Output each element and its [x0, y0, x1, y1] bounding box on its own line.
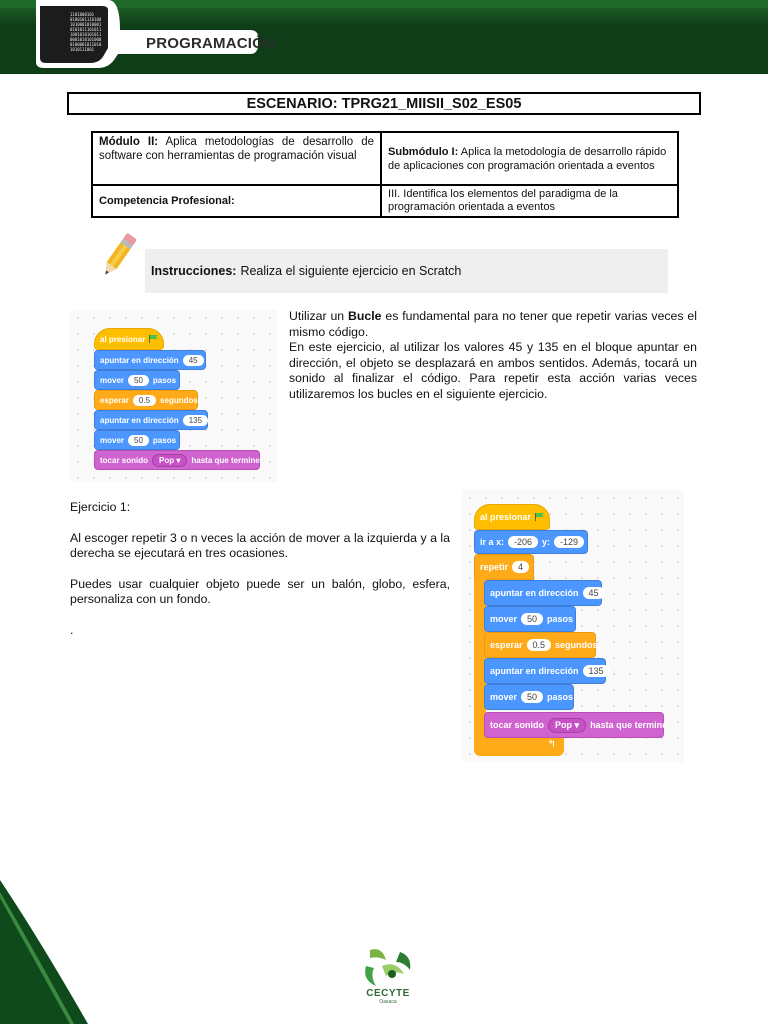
- submodulo-text: Aplica la metodología de desarrollo rápido de aplicaciones con programación orientada a eventos: [388, 145, 667, 172]
- wait-unit: segundos: [160, 395, 198, 405]
- steps-value: 50: [128, 375, 149, 386]
- scenario-title: ESCENARIO: TPRG21_MIISII_S02_ES05: [67, 92, 701, 115]
- green-flag-icon: [535, 513, 544, 521]
- footer-sub: Oaxaca: [379, 999, 397, 1005]
- scratch-code-image-2: [462, 490, 684, 762]
- intro-p1-bold: Bucle: [347, 309, 382, 323]
- binary-line: 1101000101: [70, 12, 95, 17]
- goto-y-value: -129: [554, 536, 584, 548]
- steps-value: 50: [521, 613, 543, 625]
- play-sound-block: [94, 450, 260, 470]
- intro-paragraph-2: En este ejercicio, al utilizar los valores 45 y 135 en el bloque apuntar en dirección, el objeto se desplazará en ambos sentidos. Además, tocará un sonido al finalizar el código. Para repetir esta acción varias veces utilizaremos los bucles en el siguiente ejercicio.: [289, 340, 697, 401]
- move-label: mover: [100, 435, 125, 445]
- direction-value: 135: [183, 415, 208, 426]
- point-direction-block: [94, 350, 206, 370]
- footer-curve-decoration: [0, 880, 90, 1024]
- repeat-value: 4: [512, 561, 529, 573]
- modulo-cell: [92, 132, 381, 185]
- steps-unit: pasos: [152, 435, 177, 445]
- direction-value: 45: [583, 587, 605, 599]
- binary-line: 0001010101000: [70, 37, 102, 42]
- submodulo-label: Submódulo I:: [388, 145, 459, 158]
- wait-seconds-block: [94, 390, 198, 410]
- intro-p1-after: es fundamental para no tener que repetir varias veces el mismo código.: [289, 309, 697, 339]
- program-logo: [28, 0, 276, 74]
- intro-p1-before: Utilizar un: [289, 309, 348, 323]
- steps-unit: pasos: [547, 614, 574, 624]
- point-direction-block: [94, 410, 208, 430]
- sound-label: tocar sonido: [100, 455, 149, 465]
- instructions-box: [145, 249, 668, 293]
- goto-y-label: y:: [542, 537, 551, 547]
- green-flag-icon: [149, 335, 158, 343]
- wait-label: esperar: [100, 395, 129, 405]
- loop-arrow-icon: ↰: [547, 739, 556, 750]
- scratch-code-image-1: [70, 310, 277, 482]
- modulo-text: Aplica metodologías de desarrollo de software con herramientas de programación visual: [99, 136, 375, 162]
- instructions-label: Instrucciones:: [151, 264, 237, 278]
- steps-unit: pasos: [152, 375, 177, 385]
- submodulo-cell: [381, 132, 678, 185]
- wait-unit: segundos: [555, 640, 598, 650]
- goto-x-value: -206: [508, 536, 538, 548]
- dropdown-arrow-icon: ▾: [176, 455, 181, 465]
- move-label: mover: [490, 614, 518, 624]
- sound-suffix: hasta que termine: [191, 455, 260, 465]
- steps-value: 50: [521, 691, 543, 703]
- binary-line: 0101011101011: [70, 27, 102, 32]
- sound-dropdown: [152, 454, 187, 467]
- when-flag-label: al presionar: [100, 334, 146, 344]
- when-flag-block: [474, 504, 550, 530]
- move-steps-block: [484, 684, 574, 710]
- dropdown-arrow-icon: ▾: [574, 719, 580, 730]
- point-direction-block: [484, 580, 602, 606]
- direction-value: 45: [183, 355, 204, 366]
- sound-suffix: hasta que termine: [590, 720, 668, 730]
- exercise-paragraph-2: Puedes usar cualquier objeto puede ser un balón, globo, esfera, personaliza con un fondo.: [70, 576, 450, 606]
- exercise-paragraph-1: Al escoger repetir 3 o n veces la acción de mover a la izquierda y a la derecha se ejecutará en tres ocasiones.: [70, 530, 450, 560]
- page-header: [0, 0, 768, 74]
- goto-label: ir a x:: [480, 537, 505, 547]
- point-direction-label: apuntar en dirección: [100, 355, 179, 365]
- pencil-icon: [98, 230, 140, 280]
- competencia-label: Competencia Profesional:: [92, 185, 381, 217]
- sound-value: Pop: [159, 455, 175, 465]
- move-label: mover: [490, 692, 518, 702]
- move-steps-block: [484, 606, 576, 632]
- binary-line: 1010001010001: [70, 22, 102, 27]
- competencia-text: III. Identifica los elementos del paradigma de la programación orientada a eventos: [381, 185, 678, 217]
- binary-line: 0100001011010: [70, 42, 102, 47]
- point-direction-label: apuntar en dirección: [490, 588, 579, 598]
- steps-unit: pasos: [547, 692, 574, 702]
- footer-brand: CECYTE: [366, 988, 410, 999]
- binary-line: 0100101110100: [70, 17, 102, 22]
- binary-line: 1010111001: [70, 47, 95, 52]
- repeat-bottom: [474, 736, 564, 756]
- repeat-label: repetir: [480, 562, 509, 572]
- intro-text: [289, 309, 697, 402]
- play-sound-block: [484, 712, 668, 738]
- move-steps-block: [94, 430, 180, 450]
- module-table: [91, 131, 679, 218]
- binary-line: 1001010101011: [70, 32, 102, 37]
- wait-value: 0.5: [527, 639, 552, 651]
- wait-label: esperar: [490, 640, 523, 650]
- logo-label: PROGRAMACIÓN: [146, 35, 276, 52]
- exercise-paragraph-3: .: [70, 622, 74, 637]
- sound-value: Pop: [555, 720, 573, 730]
- move-label: mover: [100, 375, 125, 385]
- wait-value: 0.5: [133, 395, 156, 406]
- modulo-label: Módulo II:: [99, 136, 159, 148]
- exercise-text: [70, 500, 450, 653]
- goto-xy-block: [474, 530, 588, 554]
- exercise-title: Ejercicio 1:: [70, 500, 131, 514]
- direction-value: 135: [583, 665, 610, 677]
- intro-paragraph-1: [289, 309, 697, 340]
- repeat-block: [474, 554, 534, 580]
- point-direction-label: apuntar en dirección: [100, 415, 179, 425]
- when-flag-block: [94, 328, 164, 350]
- binary-pattern: [70, 12, 124, 62]
- when-flag-label: al presionar: [480, 512, 532, 522]
- steps-value: 50: [128, 435, 149, 446]
- sound-dropdown: [548, 718, 586, 733]
- instructions-text: Realiza el siguiente ejercicio en Scratch: [240, 264, 462, 278]
- wait-seconds-block: [484, 632, 596, 658]
- move-steps-block: [94, 370, 180, 390]
- sound-label: tocar sonido: [490, 720, 545, 730]
- point-direction-block: [484, 658, 606, 684]
- point-direction-label: apuntar en dirección: [490, 666, 579, 676]
